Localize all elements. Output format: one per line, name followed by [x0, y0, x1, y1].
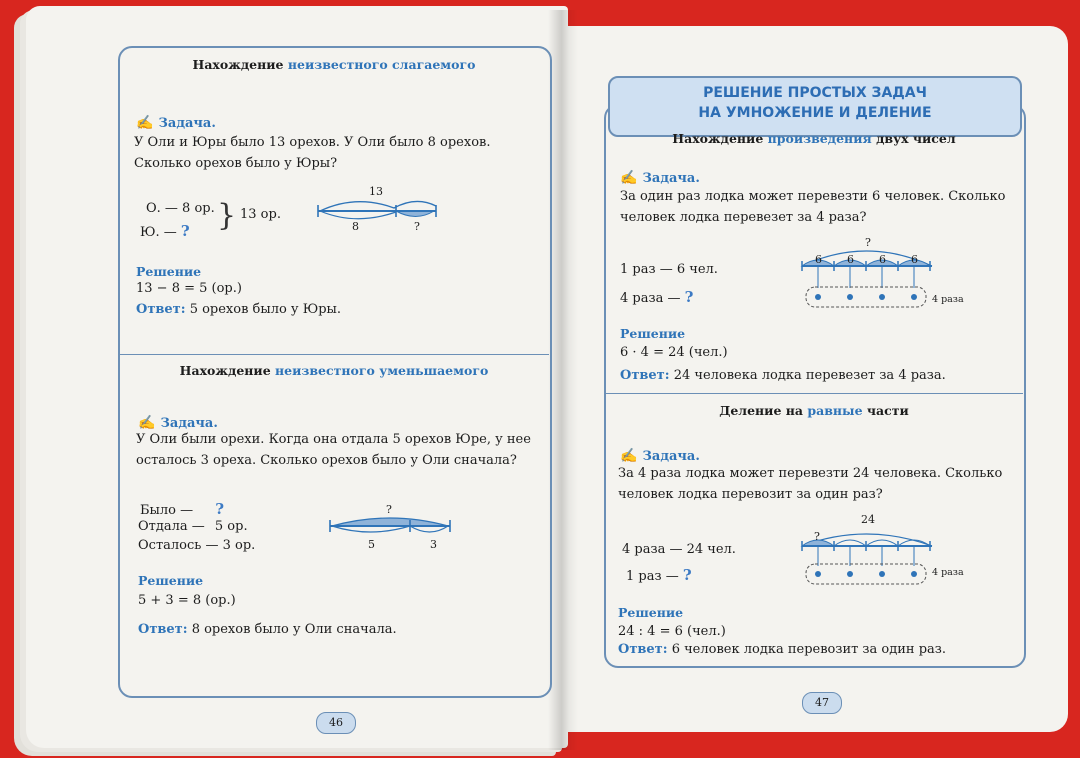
- title-highlight: равные: [807, 403, 863, 418]
- diagram-label: 24: [861, 513, 875, 526]
- answer-label: Ответ:: [138, 622, 188, 637]
- left-section-divider: [119, 354, 549, 355]
- solution-text: 13 − 8 = 5 (ор.): [136, 281, 242, 296]
- diagram-label: 5: [368, 538, 375, 551]
- task-text: За один раз лодка может перевезти 6 человек. Сколько человек лодка перевезет за 4 раза?: [620, 189, 1006, 225]
- pencil-icon: ✍: [620, 448, 638, 464]
- task-heading: [136, 112, 216, 131]
- condition-line: О. — 8 ор.: [146, 201, 215, 216]
- diagram-label: 8: [352, 220, 359, 233]
- diagram-label: 13: [369, 185, 383, 198]
- title-text: Нахождение: [192, 57, 284, 72]
- chapter-banner: [608, 76, 1022, 137]
- page-number: 47: [802, 692, 842, 714]
- diagram-label: ?: [414, 220, 420, 233]
- question-mark: ?: [684, 288, 694, 306]
- section-title: [606, 403, 1022, 418]
- section-title: [120, 57, 548, 72]
- diagram-label: ?: [865, 236, 871, 249]
- solution-text: 5 + 3 = 8 (ор.): [138, 593, 236, 608]
- condition-text: Ю. —: [140, 225, 177, 240]
- task-text: У Оли и Юры было 13 орехов. У Оли было 8 орехов. Сколько орехов было у Юры?: [134, 135, 491, 171]
- pencil-icon: ✍: [136, 115, 154, 131]
- answer-text: 24 человека лодка перевезет за 4 раза.: [673, 368, 946, 383]
- right-section-divider: [605, 393, 1023, 394]
- title-text: Деление на: [719, 403, 804, 418]
- task-text: У Оли были орехи. Когда она отдала 5 орехов Юре, у нее осталось 3 ореха. Сколько орехов было у Оли сначала?: [136, 432, 531, 468]
- answer-text: 5 орехов было у Юры.: [189, 302, 342, 317]
- condition-line: [140, 500, 224, 518]
- book-gutter: [548, 10, 578, 750]
- banner-line: НА УМНОЖЕНИЕ И ДЕЛЕНИЕ: [698, 105, 932, 121]
- diagram-label: 4 раза: [932, 567, 964, 578]
- condition-line: [626, 566, 692, 584]
- answer-line: [138, 622, 397, 637]
- banner-line: РЕШЕНИЕ ПРОСТЫХ ЗАДАЧ: [703, 85, 927, 101]
- diagram-label: 3: [430, 538, 437, 551]
- question-mark: ?: [180, 222, 190, 240]
- solution-label: Решение: [618, 605, 684, 620]
- condition-value: 5 ор.: [214, 519, 248, 534]
- diagram-label: 6: [815, 253, 822, 266]
- brace: }: [217, 198, 237, 233]
- title-highlight: произведения: [767, 131, 872, 146]
- pencil-icon: ✍: [620, 170, 638, 186]
- title-highlight: неизвестного уменьшаемого: [275, 363, 489, 378]
- condition-text: Было —: [140, 503, 194, 518]
- task-heading: [620, 167, 700, 186]
- answer-label: Ответ:: [618, 642, 668, 657]
- condition-line: 1 раз — 6 чел.: [620, 262, 718, 277]
- task-heading: [620, 445, 700, 464]
- solution-label: Решение: [138, 573, 204, 588]
- page-number: 46: [316, 712, 356, 734]
- answer-text: 8 орехов было у Оли сначала.: [191, 622, 397, 637]
- answer-label: Ответ:: [136, 302, 186, 317]
- diagram-label: 6: [879, 253, 886, 266]
- task-label: Задача.: [160, 416, 218, 431]
- diagram-label: 4 раза: [932, 294, 964, 305]
- condition-line: [620, 288, 693, 306]
- condition-line: [138, 519, 248, 534]
- answer-text: 6 человек лодка перевозит за один раз.: [671, 642, 946, 657]
- task-label: Задача.: [642, 171, 700, 186]
- task-text: За 4 раза лодка может перевезти 24 человека. Сколько человек лодка перевозит за один раз?: [618, 466, 1003, 502]
- diagram-label: ?: [386, 503, 392, 516]
- solution-text: 24 : 4 = 6 (чел.): [618, 624, 726, 639]
- condition-line: [140, 222, 190, 240]
- question-mark: ?: [215, 500, 225, 518]
- task-label: Задача.: [642, 449, 700, 464]
- condition-text: Отдала —: [138, 519, 205, 534]
- task-label: Задача.: [158, 116, 216, 131]
- answer-line: [136, 302, 341, 317]
- question-mark: ?: [682, 566, 692, 584]
- title-highlight: неизвестного слагаемого: [287, 57, 476, 72]
- answer-line: [620, 368, 946, 383]
- pencil-icon: ✍: [138, 415, 156, 431]
- diagram-label: 6: [847, 253, 854, 266]
- section-title: [606, 131, 1022, 146]
- diagram-label: 6: [911, 253, 918, 266]
- condition-text: 4 раза —: [620, 291, 681, 306]
- answer-label: Ответ:: [620, 368, 670, 383]
- section-title: [120, 363, 548, 378]
- solution-text: 6 · 4 = 24 (чел.): [620, 345, 728, 360]
- title-text: Нахождение: [179, 363, 271, 378]
- condition-line: 4 раза — 24 чел.: [622, 542, 736, 557]
- diagram-label: ?: [814, 530, 820, 543]
- condition-line: Осталось — 3 ор.: [138, 538, 256, 553]
- answer-line: [618, 642, 946, 657]
- solution-label: Решение: [620, 326, 686, 341]
- total-label: 13 ор.: [240, 207, 281, 222]
- solution-label: Решение: [136, 264, 202, 279]
- title-text: двух чисел: [876, 131, 956, 146]
- condition-text: 1 раз —: [626, 569, 679, 584]
- title-text: Нахождение: [672, 131, 764, 146]
- title-text: части: [866, 403, 909, 418]
